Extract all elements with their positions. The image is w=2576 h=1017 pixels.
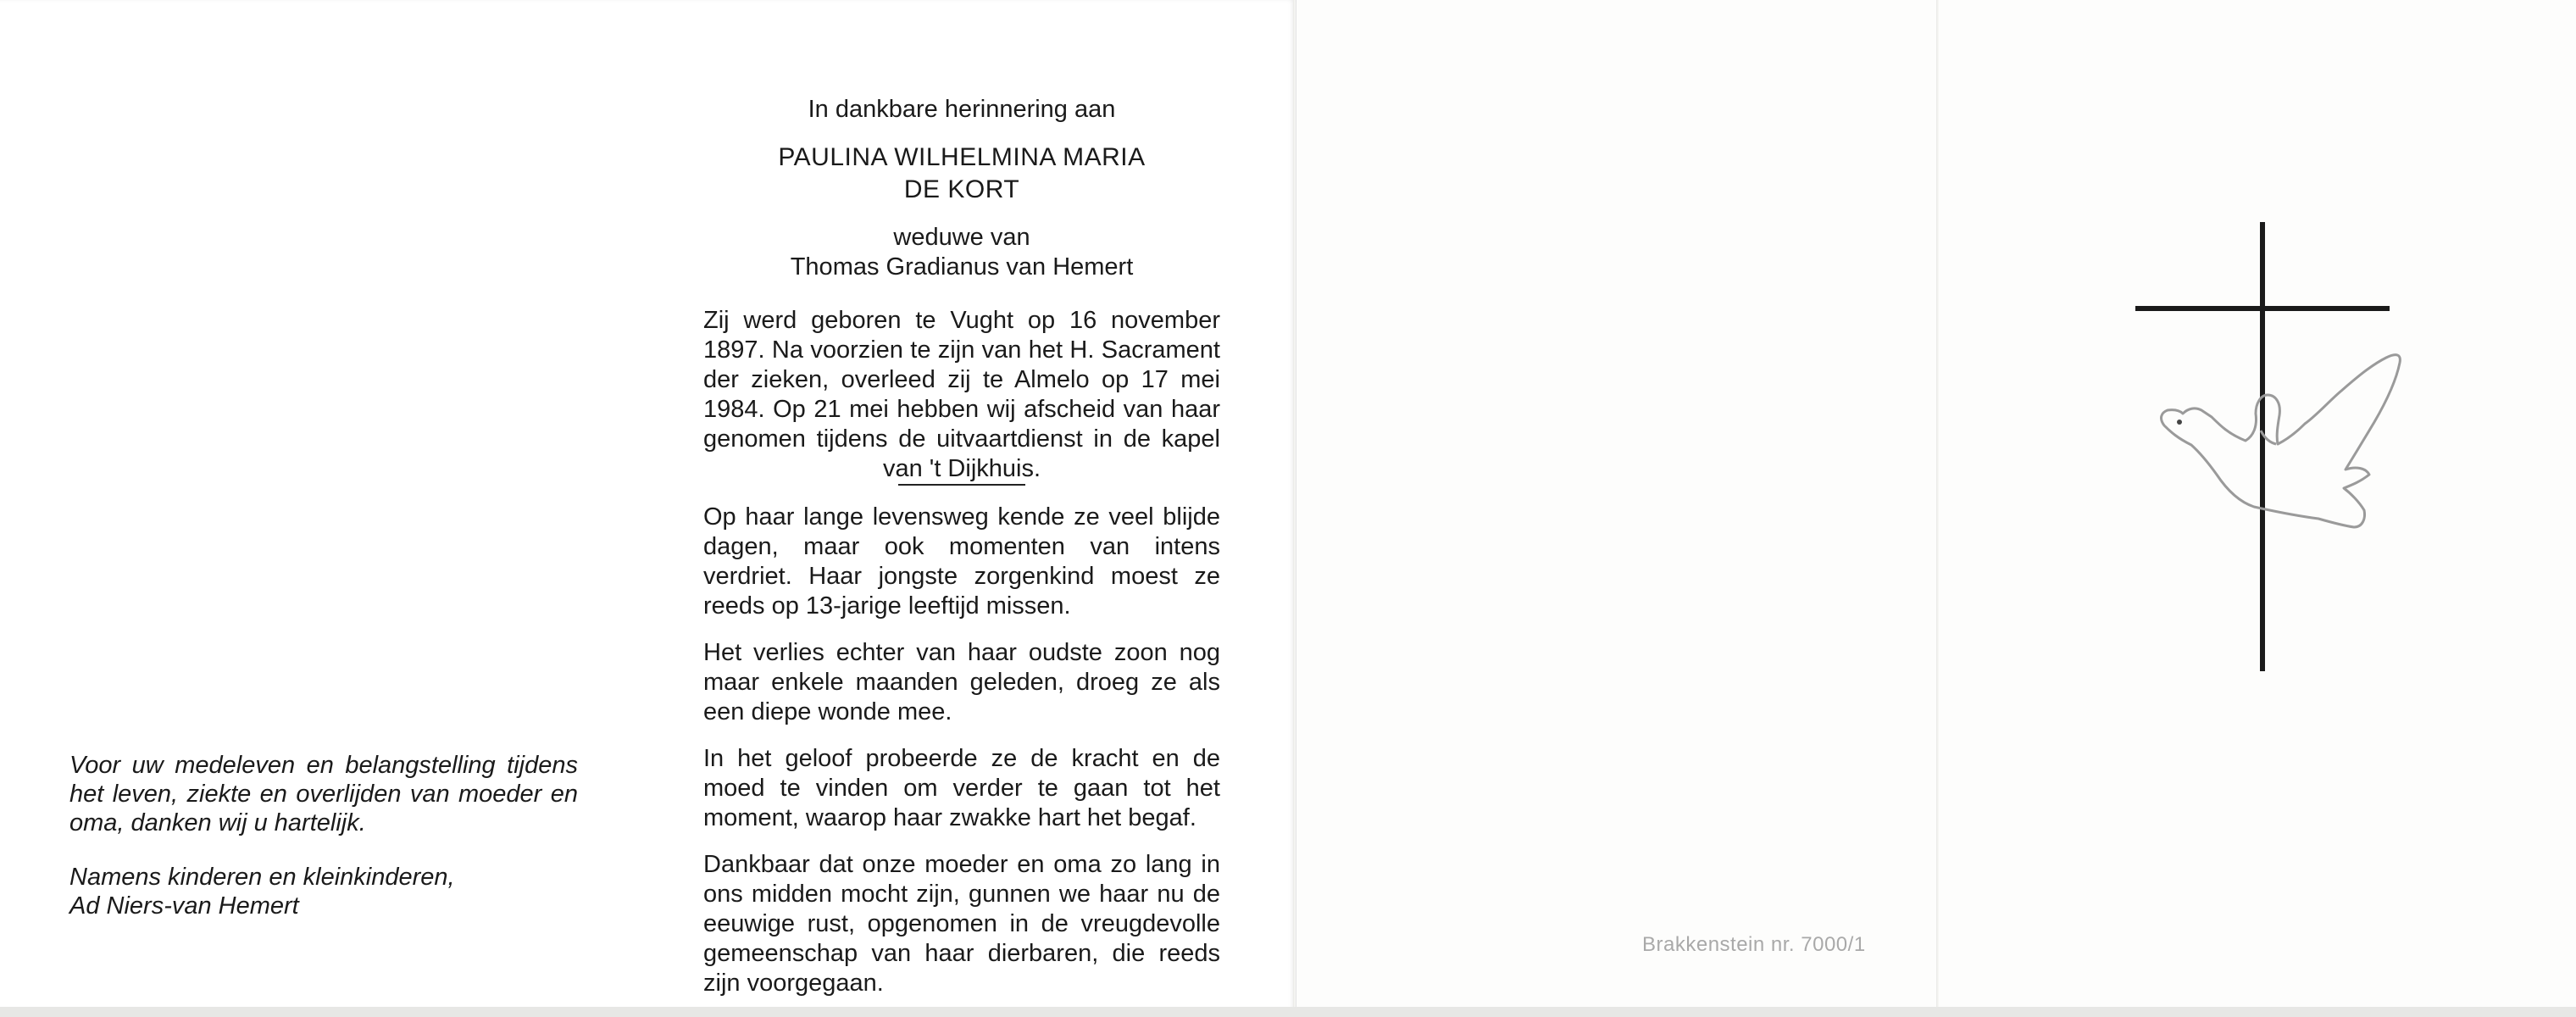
cross-horizontal: [2135, 306, 2390, 311]
cross-with-dove-icon: [2127, 222, 2423, 671]
intro-line: In dankbare herinnering aan: [808, 96, 1116, 123]
printer-mark: Brakkenstein nr. 7000/1: [1642, 933, 1866, 956]
back-fold: [1936, 0, 1939, 1017]
deceased-name: [703, 142, 1220, 206]
name-line-1: PAULINA WILHELMINA MARIA: [778, 143, 1146, 171]
bottom-edge: [0, 1007, 2576, 1017]
biography-paragraph: Zij werd geboren te Vught op 16 november 1897. Na voorzien te zijn van het H. Sacrament der zieken, overleed zij te Almelo op 17 mei 1984. Op 21 mei hebben wij afscheid van haar genomen tijdens de uitvaartdienst in de kapel van 't Dijkhuis.: [703, 307, 1220, 482]
cross-vertical: [2260, 222, 2265, 671]
loss-paragraph: Het verlies echter van haar oudste zoon nog maar enkele maanden geleden, droeg ze als een diepe wonde mee.: [703, 639, 1220, 725]
faith-paragraph: In het geloof probeerde ze de kracht en de moed te vinden om verder te gaan tot het moment, waarop haar zwakke hart het begaf.: [703, 745, 1220, 831]
dove-eye-icon: [2177, 420, 2182, 425]
divider: [898, 484, 1025, 486]
memorial-text: [703, 95, 1220, 1015]
name-line-2: DE KORT: [903, 175, 1020, 203]
closing-paragraph: Dankbaar dat onze moeder en oma zo lang in ons midden mocht zijn, gunnen we haar nu de eeuwige rust, opgenomen in de vreugdevolle gemeenschap van haar dierbaren, die reeds zijn voorgegaan.: [703, 851, 1220, 997]
widow-line-1: weduwe van: [893, 224, 1030, 251]
signature-line-2: Ad Niers-van Hemert: [69, 892, 299, 920]
signature-line-1: Namens kinderen en kleinkinderen,: [69, 864, 455, 891]
dove-icon: [2162, 355, 2401, 527]
widow-line-2: Thomas Gradianus van Hemert: [790, 253, 1134, 281]
widow-of: [703, 223, 1220, 282]
thanks-note: [69, 751, 578, 920]
page-fold: [1293, 0, 1296, 1017]
life-paragraph: Op haar lange levensweg kende ze veel blijde dagen, maar ook momenten van intens verdriet. Haar jongste zorgenkind moest ze reeds op 13-jarige leeftijd missen.: [703, 503, 1220, 620]
thanks-text: Voor uw medeleven en belangstelling tijdens het leven, ziekte en overlijden van moeder en oma, danken wij u hartelijk.: [69, 752, 578, 836]
